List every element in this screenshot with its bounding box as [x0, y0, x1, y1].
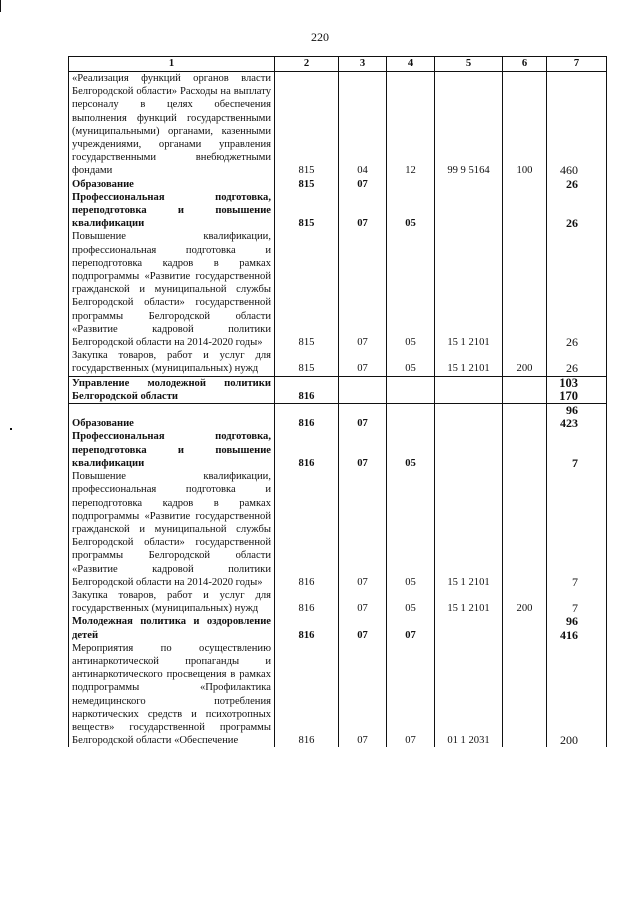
table-row: [69, 404, 607, 431]
subsection-code: 12: [387, 72, 435, 178]
section-code: 07: [339, 404, 387, 431]
header-row: [69, 57, 607, 72]
admin-code: 816: [275, 404, 339, 431]
table-row: [69, 642, 607, 748]
amount: 7: [547, 430, 607, 470]
table-row: [69, 349, 607, 376]
expense-type-code: [503, 430, 547, 470]
section-code: 07: [339, 470, 387, 589]
amount: 200: [547, 642, 607, 748]
section-code: 04: [339, 72, 387, 178]
admin-code: 815: [275, 178, 339, 191]
section-code: 07: [339, 642, 387, 748]
target-article-code: [435, 430, 503, 470]
row-name: Закупка товаров, работ и услуг для государственных (муниципальных) нужд: [69, 349, 275, 376]
admin-code: 815: [275, 191, 339, 231]
target-article-code: 01 1 2031: [435, 642, 503, 748]
section-code: 07: [339, 349, 387, 376]
column-header: 7: [547, 57, 607, 72]
row-name: Образование: [69, 178, 275, 191]
column-header: 5: [435, 57, 503, 72]
section-code: 07: [339, 589, 387, 615]
amount: 7: [547, 470, 607, 589]
expense-type-code: [503, 470, 547, 589]
table-row: [69, 430, 607, 470]
budget-table: [68, 56, 607, 747]
admin-code: 816: [275, 642, 339, 748]
target-article-code: [435, 376, 503, 403]
section-code: 07: [339, 615, 387, 641]
scan-mark-top: [0, 0, 1, 12]
expense-type-code: 100: [503, 72, 547, 178]
section-code: 07: [339, 230, 387, 349]
admin-code: 815: [275, 349, 339, 376]
target-article-code: [435, 404, 503, 431]
target-article-code: 99 9 5164: [435, 72, 503, 178]
expense-type-code: [503, 230, 547, 349]
table-row: [69, 178, 607, 191]
amount: 26: [547, 230, 607, 349]
column-header: 4: [387, 57, 435, 72]
target-article-code: 15 1 2101: [435, 589, 503, 615]
section-code: 07: [339, 191, 387, 231]
target-article-code: [435, 615, 503, 641]
table-row: [69, 72, 607, 178]
subsection-code: 05: [387, 430, 435, 470]
scan-mark-left: [10, 428, 12, 430]
table-row: [69, 589, 607, 615]
admin-code: 816: [275, 470, 339, 589]
table-row: [69, 470, 607, 589]
row-name: Мероприятия по осуществлению антинаркотической пропаганды и антинаркотического просвещения в рамках подпрограммы «Профилактика немедицинского потребления наркотических средств и психотропных веществ» государственной программы Белгородской области «Обеспечение: [69, 642, 275, 748]
subsection-code: 07: [387, 615, 435, 641]
admin-code: 815: [275, 72, 339, 178]
expense-type-code: [503, 376, 547, 403]
row-name: Образование: [69, 404, 275, 431]
subsection-code: [387, 178, 435, 191]
subsection-code: 05: [387, 191, 435, 231]
expense-type-code: [503, 615, 547, 641]
subsection-code: 05: [387, 589, 435, 615]
amount: 26: [547, 178, 607, 191]
table-row: [69, 615, 607, 641]
row-name: Молодежная политика и оздоровление детей: [69, 615, 275, 641]
target-article-code: 15 1 2101: [435, 349, 503, 376]
row-name: «Реализация функций органов власти Белгородской области» Расходы на выплату персоналу в целях обеспечения выполнения функций государственными (муниципальными) органами, казенными учреждениями, органами управления государственными внебюджетными фондами: [69, 72, 275, 178]
target-article-code: 15 1 2101: [435, 230, 503, 349]
expense-type-code: [503, 404, 547, 431]
subsection-code: [387, 376, 435, 403]
amount: 7: [547, 589, 607, 615]
section-code: 07: [339, 178, 387, 191]
subsection-code: 07: [387, 642, 435, 748]
table-row: [69, 230, 607, 349]
column-header: 3: [339, 57, 387, 72]
column-header: 1: [69, 57, 275, 72]
row-name: Профессиональная подготовка, переподготовка и повышение квалификации: [69, 430, 275, 470]
expense-type-code: [503, 642, 547, 748]
target-article-code: 15 1 2101: [435, 470, 503, 589]
amount: 103 170: [547, 376, 607, 403]
admin-code: 816: [275, 589, 339, 615]
amount: 96 423: [547, 404, 607, 431]
admin-code: 815: [275, 230, 339, 349]
amount: 26: [547, 191, 607, 231]
target-article-code: [435, 191, 503, 231]
table-row: [69, 191, 607, 231]
subsection-code: 05: [387, 349, 435, 376]
amount: 26: [547, 349, 607, 376]
column-header: 2: [275, 57, 339, 72]
table-row: [69, 376, 607, 403]
admin-code: 816: [275, 430, 339, 470]
expense-type-code: 200: [503, 349, 547, 376]
row-name: Управление молодежной политики Белгородской области: [69, 376, 275, 403]
subsection-code: 05: [387, 470, 435, 589]
page-number: 220: [311, 30, 329, 44]
row-name: Закупка товаров, работ и услуг для государственных (муниципальных) нужд: [69, 589, 275, 615]
column-header: 6: [503, 57, 547, 72]
expense-type-code: [503, 178, 547, 191]
subsection-code: 05: [387, 230, 435, 349]
target-article-code: [435, 178, 503, 191]
admin-code: 816: [275, 615, 339, 641]
admin-code: 816: [275, 376, 339, 403]
row-name: Профессиональная подготовка, переподготовка и повышение квалификации: [69, 191, 275, 231]
section-code: 07: [339, 430, 387, 470]
expense-type-code: [503, 191, 547, 231]
amount: 460: [547, 72, 607, 178]
subsection-code: [387, 404, 435, 431]
expense-type-code: 200: [503, 589, 547, 615]
row-name: Повышение квалификации, профессиональная подготовка и переподготовка кадров в рамках подпрограммы «Развитие государственной гражданской и муниципальной службы Белгородской области» государственной программы Белгородской области «Развитие кадровой политики Белгородской области на 2014-2020 годы»: [69, 230, 275, 349]
section-code: [339, 376, 387, 403]
row-name: Повышение квалификации, профессиональная подготовка и переподготовка кадров в рамках подпрограммы «Развитие государственной гражданской и муниципальной службы Белгородской области» государственной программы Белгородской области «Развитие кадровой политики Белгородской области на 2014-2020 годы»: [69, 470, 275, 589]
amount: 96 416: [547, 615, 607, 641]
